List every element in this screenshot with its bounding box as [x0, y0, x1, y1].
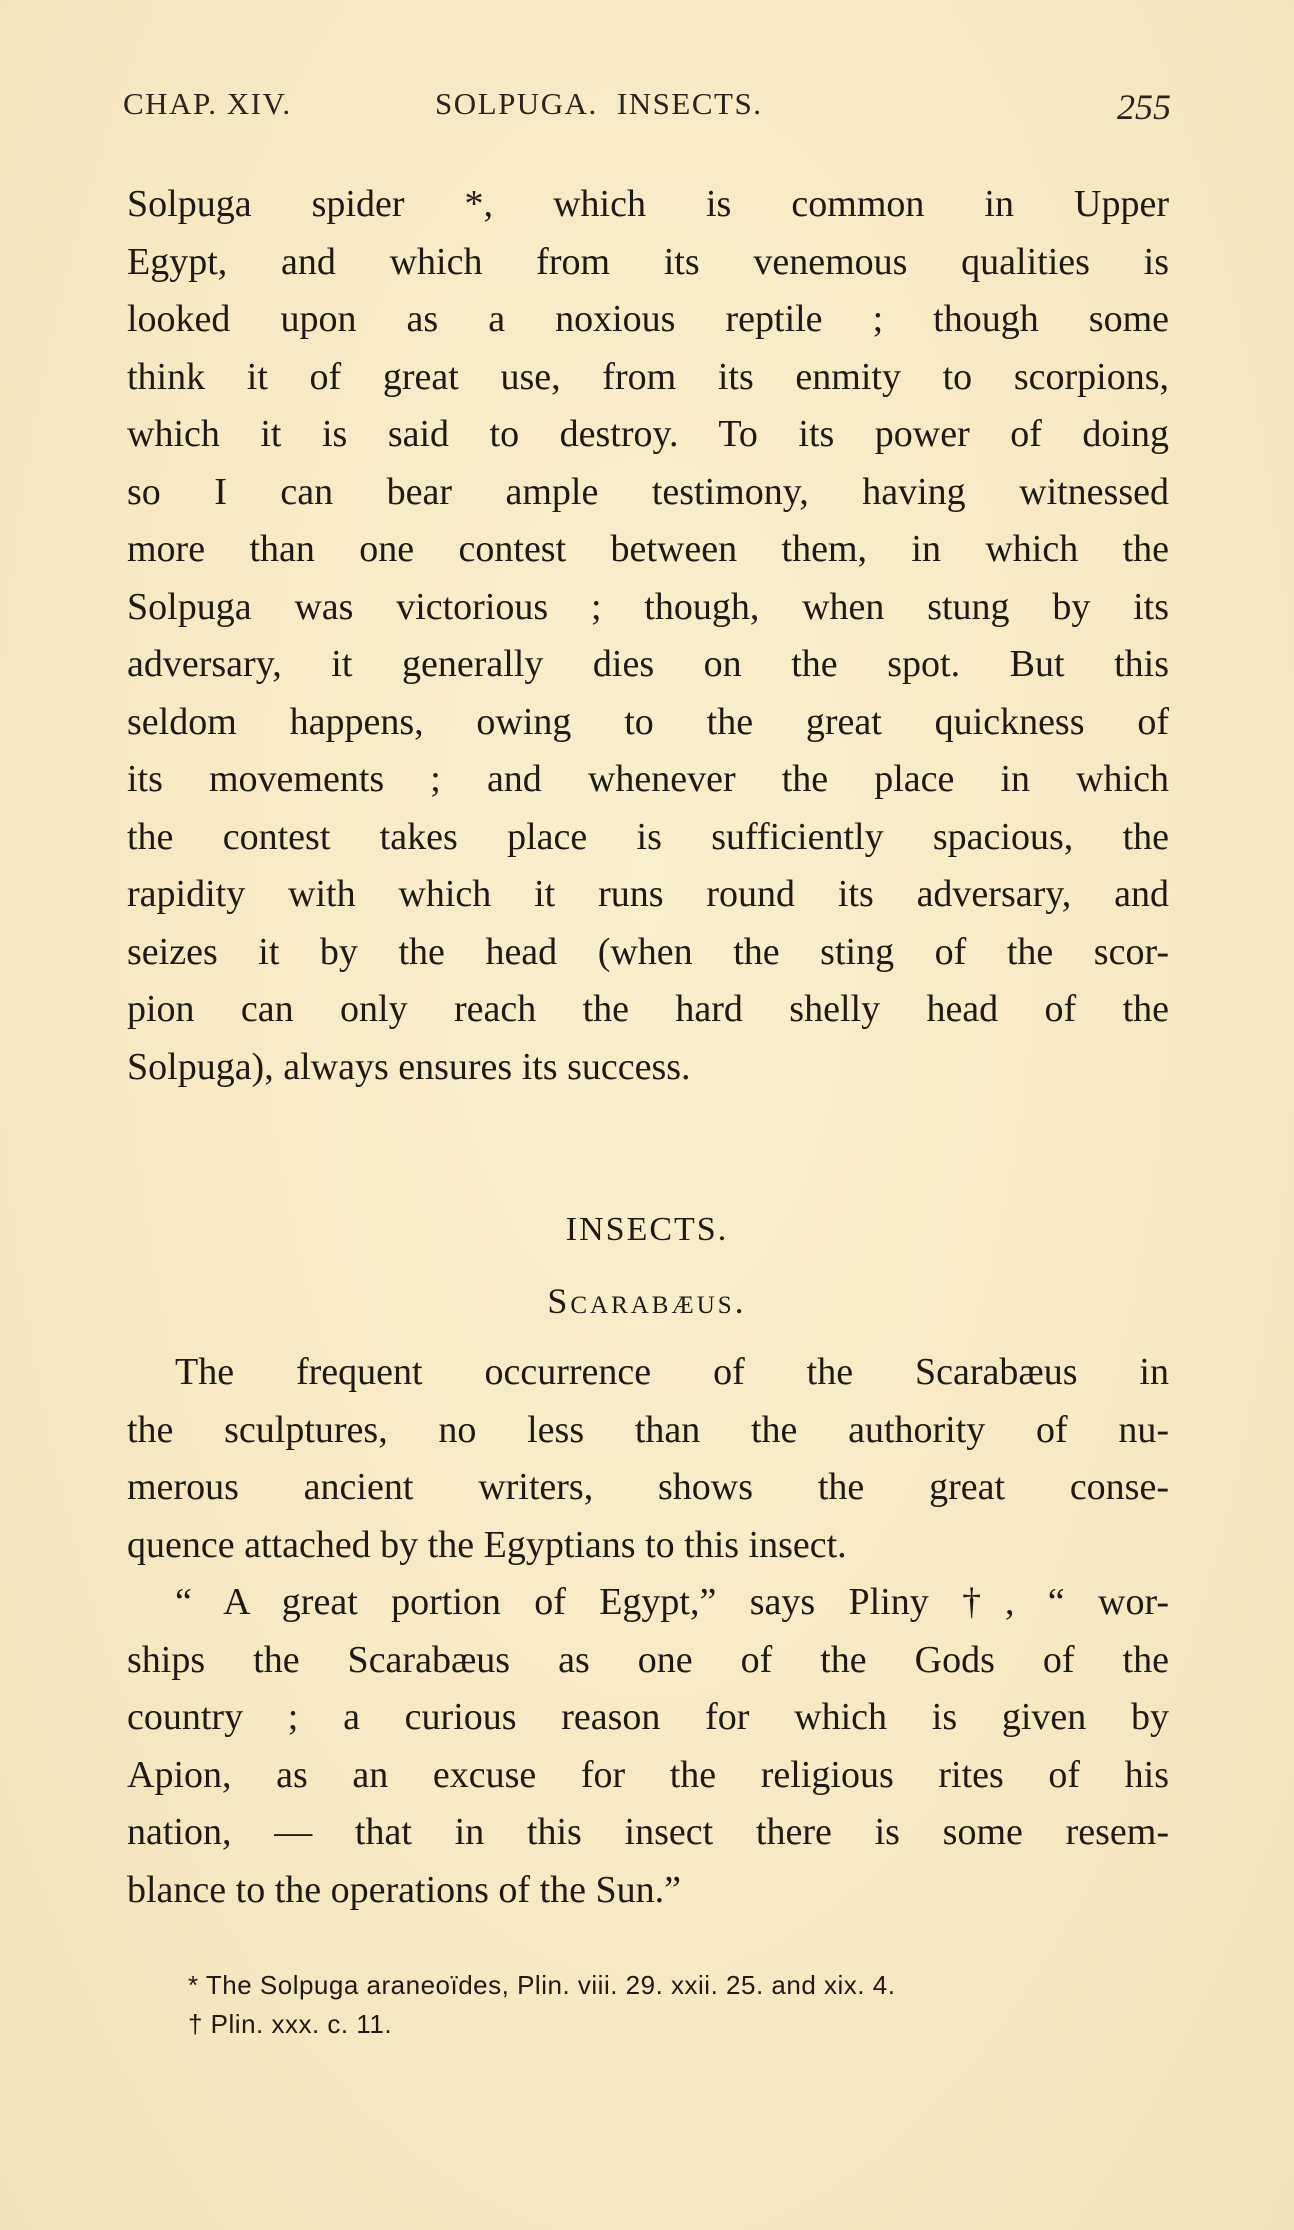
- footnotes: [188, 1966, 1148, 2044]
- paragraph-solpuga: [127, 176, 1169, 1096]
- text-line: Apion, as an excuse for the religious rites of his: [127, 1753, 1169, 1796]
- text-line: seizes it by the head (when the sting of the scor-: [127, 930, 1169, 973]
- text-line: Solpuga spider *, which is common in Upper: [127, 183, 1169, 225]
- text-line: adversary, it generally dies on the spot. But this: [127, 643, 1169, 685]
- text-line: its movements ; and whenever the place in which: [127, 758, 1169, 800]
- text-line: “ A great portion of Egypt,” says Pliny †, “ wor-: [175, 1581, 1169, 1623]
- text-line: country ; a curious reason for which is given by: [127, 1696, 1169, 1738]
- text-line: seldom happens, owing to the great quickness of: [127, 700, 1169, 743]
- text-line: Solpuga was victorious ; though, when stung by its: [127, 585, 1169, 628]
- text-line: quence attached by the Egyptians to this insect.: [127, 1523, 847, 1566]
- text-line: pion can only reach the hard shelly head of the: [127, 988, 1169, 1030]
- text-line: ships the Scarabæus as one of the Gods of the: [127, 1638, 1169, 1681]
- text-line: which it is said to destroy. To its power of doing: [127, 413, 1169, 455]
- text-line: more than one contest between them, in which the: [127, 528, 1169, 570]
- section-heading: INSECTS.: [565, 1211, 729, 1248]
- chapter-label: CHAP. XIV.: [123, 86, 292, 121]
- text-line: think it of great use, from its enmity to scorpions,: [127, 355, 1169, 398]
- page-number: 255: [1117, 87, 1171, 127]
- text-line: blance to the operations of the Sun.”: [127, 1868, 682, 1911]
- text-line: rapidity with which it runs round its adversary, and: [127, 873, 1169, 915]
- subheading: Scarabæus.: [547, 1281, 747, 1321]
- paragraph-scarabaeus: [127, 1344, 1169, 1919]
- text-line: The frequent occurrence of the Scarabæus in: [175, 1351, 1169, 1393]
- text-line: the sculptures, no less than the authority of nu-: [127, 1408, 1169, 1451]
- text-line: the contest takes place is sufficiently spacious, the: [127, 815, 1169, 858]
- running-head: [123, 86, 1171, 126]
- text-line: nation, — that in this insect there is some resem-: [127, 1811, 1169, 1853]
- text-line: Solpuga), always ensures its success.: [127, 1045, 691, 1088]
- text-line: merous ancient writers, shows the great conse-: [127, 1466, 1169, 1508]
- footnote: † Plin. xxx. c. 11.: [188, 2009, 393, 2039]
- text-line: Egypt, and which from its venemous qualities is: [127, 240, 1169, 283]
- text-line: looked upon as a noxious reptile ; though some: [127, 298, 1169, 340]
- text-line: so I can bear ample testimony, having witnessed: [127, 470, 1169, 513]
- running-title: SOLPUGA. INSECTS.: [435, 86, 763, 121]
- footnote: * The Solpuga araneoïdes, Plin. viii. 29. xxii. 25. and xix. 4.: [188, 1970, 896, 2000]
